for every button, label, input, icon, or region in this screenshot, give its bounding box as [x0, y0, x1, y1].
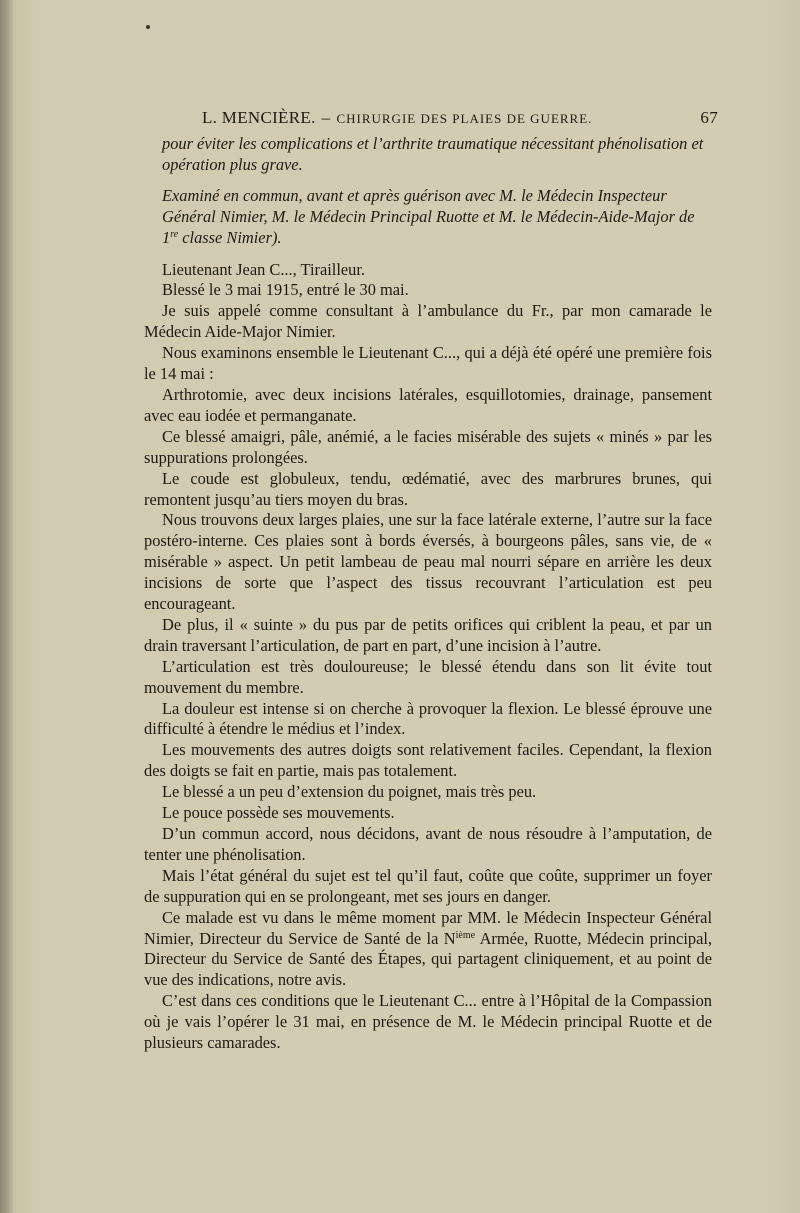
page-number: 67	[700, 108, 718, 127]
italic-paragraph: pour éviter les complications et l’arthrite traumatique nécessitant phénolisation et opération plus grave.	[162, 134, 704, 174]
body-text	[144, 134, 712, 1054]
paragraph: Blessé le 3 mai 1915, entré le 30 mai.	[162, 280, 409, 300]
paragraph: De plus, il « suinte » du pus par de petits orifices qui criblent la peau, et par un drain traversant l’articulation, de part en part, d’une incision à l’autre.	[144, 614, 712, 655]
page-binding-shadow	[0, 0, 14, 1213]
paragraph: Nous trouvons deux larges plaies, une sur la face latérale externe, l’autre sur la face postéro-interne. Ces plaies sont à bords éversés, à bourgeons pâles, sans vie, de « misérable » aspect. Un petit lambeau de peau mal nourri sépare en arrière les deux incisions de sorte que l’aspect des tissus recouvrant l’articulation est peu encourageant.	[144, 510, 712, 614]
paragraph: Les mouvements des autres doigts sont relativement faciles. Cependant, la flexion des doigts se fait en partie, mais pas totalement.	[144, 740, 712, 781]
paragraph: Lieutenant Jean C..., Tirailleur.	[162, 259, 366, 279]
paragraph: Nous examinons ensemble le Lieutenant C..., qui a déjà été opéré une première fois le 14 mai :	[144, 343, 712, 384]
paragraph: Le coude est globuleux, tendu, œdématié, avec des marbrures brunes, qui remontent jusqu’au tiers moyen du bras.	[144, 468, 712, 509]
paragraph: Ce blessé amaigri, pâle, anémié, a le facies misérable des sujets « minés » par les suppurations prolongées.	[144, 426, 712, 467]
paragraph: Je suis appelé comme consultant à l’ambulance du Fr., par mon camarade le Médecin Aide-Major Nimier.	[144, 301, 712, 342]
header-chapter: CHIRURGIE DES PLAIES DE GUERRE.	[336, 111, 593, 126]
paragraph: La douleur est intense si on cherche à provoquer la flexion. Le blessé éprouve une difficulté à étendre le médius et l’index.	[144, 698, 712, 739]
paragraph: L’articulation est très douloureuse; le blessé étendu dans son lit évite tout mouvement du membre.	[144, 656, 712, 697]
paragraph: Mais l’état général du sujet est tel qu’il faut, coûte que coûte, supprimer un foyer de suppuration qui en se prolongeant, met ses jours en danger.	[144, 865, 712, 906]
paragraph: Ce malade est vu dans le même moment par MM. le Médecin Inspecteur Général Nimier, Directeur du Service de Santé de la $N^{ième}$ Armée, Ruotte, Médecin principal, Directeur du Service de Santé des Étapes, qui partagent cliniquement, et au point de vue des indications, notre avis.	[144, 907, 713, 990]
ink-speck	[146, 25, 150, 29]
running-header	[162, 108, 718, 132]
paragraph: D’un commun accord, nous décidons, avant de nous résoudre à l’amputation, de tenter une phénolisation.	[144, 824, 712, 864]
paragraph: Le pouce possède ses mouvements.	[162, 803, 395, 823]
header-author: L. MENCIÈRE.	[202, 108, 316, 127]
italic-paragraph: Examiné en commun, avant et après guérison avec M. le Médecin Inspecteur Général Nimier, M. le Médecin Principal Ruotte et M. le Médecin-Aide-Major de 1re classe Nimier).	[162, 185, 695, 247]
paragraph: Le blessé a un peu d’extension du poignet, mais très peu.	[162, 782, 537, 802]
header-separator: –	[321, 108, 331, 127]
paragraph: C’est dans ces conditions que le Lieutenant C... entre à l’Hôpital de la Compassion où je vais l’opérer le 31 mai, en présence de M. le Médecin principal Ruotte et de plusieurs camarades.	[144, 991, 712, 1053]
paragraph: Arthrotomie, avec deux incisions latérales, esquillotomies, drainage, pansement avec eau iodée et permanganate.	[144, 384, 712, 425]
